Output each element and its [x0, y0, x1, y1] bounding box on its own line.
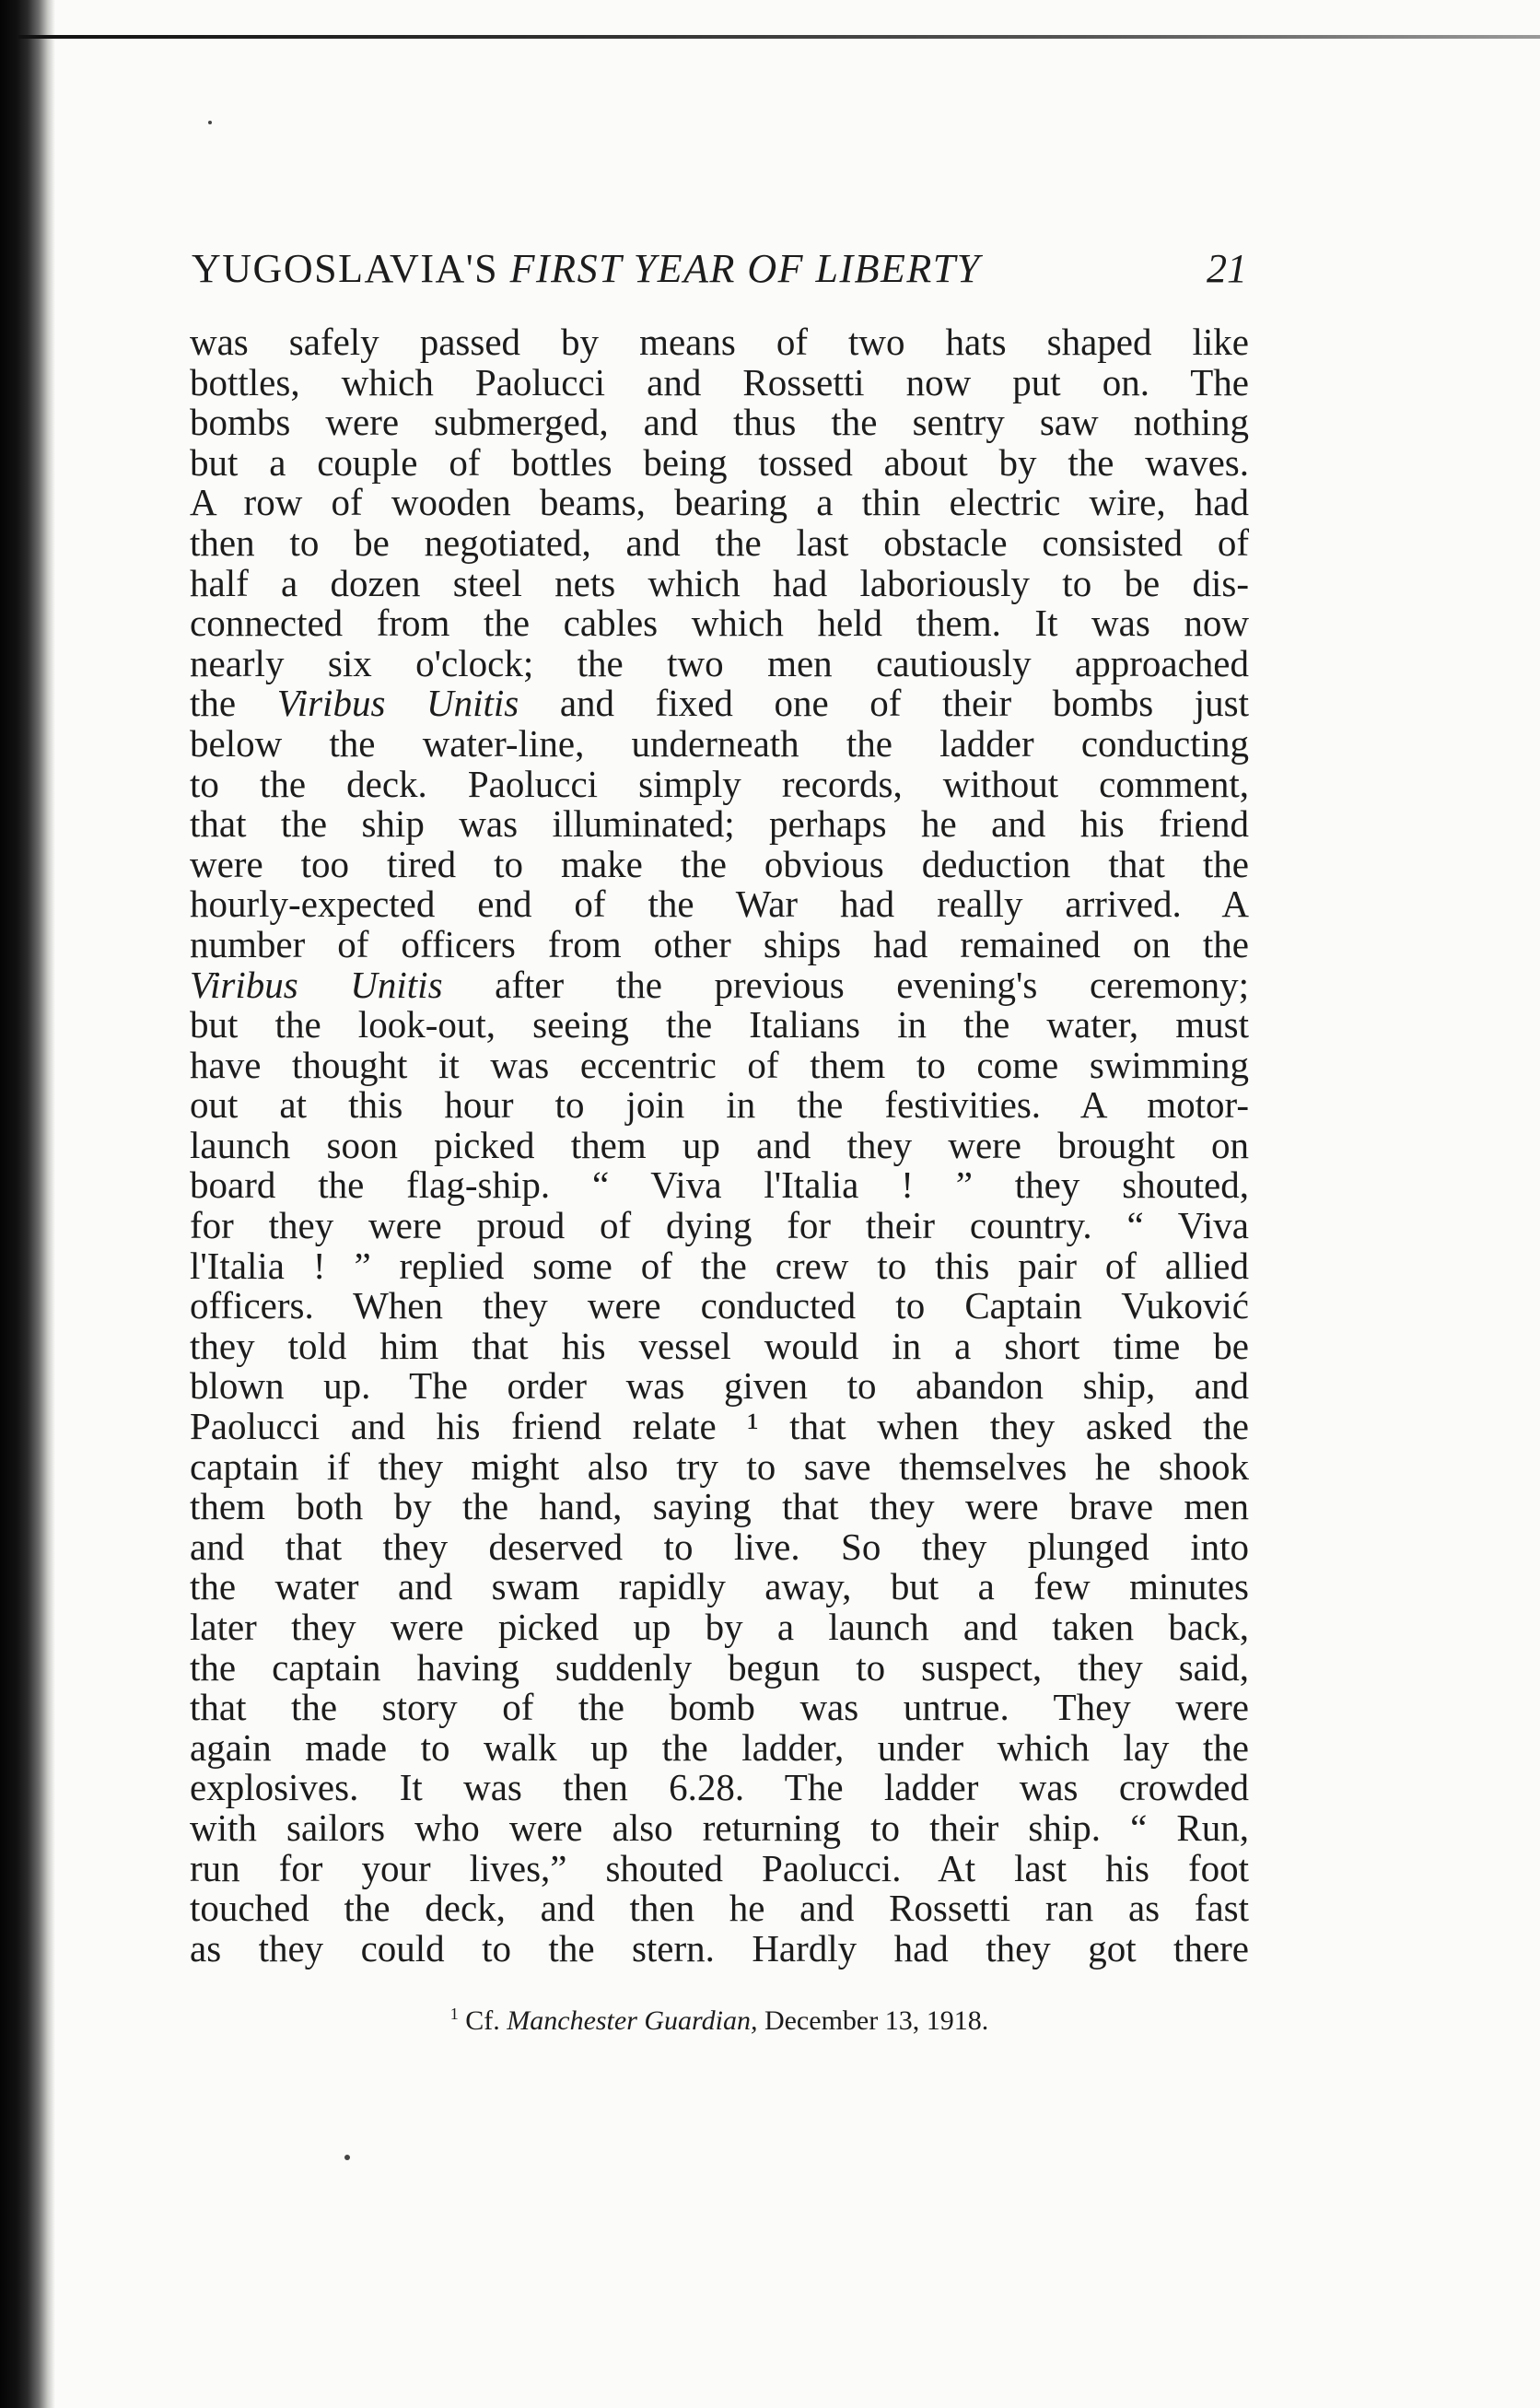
- text-line: was safely passed by means of two hats shaped like: [190, 321, 1249, 363]
- text-line: explosives. It was then 6.28. The ladder was crowded: [190, 1766, 1249, 1809]
- text-line: hourly-expected end of the War had really arrived. A: [190, 883, 1249, 926]
- text-line: to the deck. Paolucci simply records, without comment,: [190, 762, 1249, 805]
- running-title: [192, 241, 981, 297]
- running-title-italic: FIRST YEAR OF LIBERTY: [509, 246, 981, 291]
- text-line: blown up. The order was given to abandon ship, and: [190, 1364, 1249, 1408]
- text-line: bombs were submerged, and thus the sentry saw nothing: [190, 401, 1249, 444]
- text-line: board the flag-ship. “ Viva l'Italia ! ” they shouted,: [190, 1163, 1249, 1207]
- text-line: were too tired to make the obvious deduction that the: [190, 842, 1249, 885]
- text-line: the water and swam rapidly away, but a few minutes: [190, 1565, 1249, 1608]
- text-line: have thought it was eccentric of them to come swimming: [190, 1043, 1249, 1086]
- text-line: connected from the cables which held them. It was now: [190, 602, 1249, 645]
- text-line: the captain having suddenly begun to suspect, they said,: [190, 1645, 1249, 1689]
- ship-name: Viribus Unitis: [276, 682, 519, 725]
- footnote-source: Manchester Guardian,: [507, 2005, 758, 2036]
- text-line: but the look-out, seeing the Italians in the water, must: [190, 1003, 1249, 1046]
- text-line: again made to walk up the ladder, under which lay the: [190, 1725, 1249, 1769]
- running-title-text: YUGOSLAVIA'S: [192, 246, 499, 291]
- text-line: them both by the hand, saying that they were brave men: [190, 1485, 1249, 1528]
- page-number: 21: [1207, 246, 1247, 291]
- text-line: nearly six o'clock; the two men cautiously approached: [190, 641, 1249, 684]
- text-line: number of officers from other ships had remained on the: [190, 922, 1249, 965]
- footnote: [190, 1995, 1249, 2040]
- text-line: captain if they might also try to save themselves he shook: [190, 1444, 1249, 1488]
- text-line: run for your lives,” shouted Paolucci. At last his foot: [190, 1846, 1249, 1889]
- text-line: bottles, which Paolucci and Rossetti now put on. The: [190, 360, 1249, 403]
- text-line: as they could to the stern. Hardly had they got there: [190, 1926, 1249, 1970]
- text-line: they told him that his vessel would in a short time be: [190, 1324, 1249, 1367]
- text-line: l'Italia ! ” replied some of the crew to this pair of allied: [190, 1244, 1249, 1287]
- text-line: A row of wooden beams, bearing a thin electric wire, had: [190, 481, 1249, 524]
- text-line: the Viribus Unitis and fixed one of their bombs just: [190, 682, 1250, 725]
- text-line: officers. When they were conducted to Captain Vuković: [190, 1284, 1249, 1327]
- text-line: below the water-line, underneath the ladder conducting: [190, 721, 1249, 765]
- text-line: half a dozen steel nets which had laboriously to be dis-: [190, 561, 1249, 604]
- text-line: Paolucci and his friend relate ¹ that when they asked the: [190, 1405, 1249, 1448]
- text-line: that the ship was illuminated; perhaps he and his friend: [190, 802, 1249, 846]
- scan-speck: [208, 121, 212, 124]
- text-line: for they were proud of dying for their country. “ Viva: [190, 1204, 1249, 1247]
- body-text: [190, 322, 1249, 1969]
- top-rule: [18, 35, 1540, 39]
- footnote-marker: 1: [449, 2005, 459, 2023]
- text-line: Viribus Unitis after the previous evening's ceremony;: [190, 963, 1249, 1006]
- scan-speck: [344, 2155, 350, 2160]
- text-line: and that they deserved to live. So they plunged into: [190, 1525, 1249, 1568]
- text-line: with sailors who were also returning to their ship. “ Run,: [190, 1806, 1249, 1849]
- text-line: later they were picked up by a launch and taken back,: [190, 1606, 1249, 1648]
- book-binding-edge: [0, 0, 55, 2408]
- footnote-date: December 13, 1918.: [764, 2005, 989, 2036]
- text-line: that the story of the bomb was untrue. They were: [190, 1686, 1249, 1729]
- text-line: then to be negotiated, and the last obstacle consisted of: [190, 520, 1249, 564]
- running-header: [192, 241, 1247, 297]
- text-line: out at this hour to join in the festivities. A motor-: [190, 1083, 1249, 1127]
- footnote-prefix: Cf.: [465, 2005, 500, 2036]
- text-line: but a couple of bottles being tossed about by the waves.: [190, 440, 1249, 484]
- text-line: launch soon picked them up and they were brought on: [190, 1123, 1249, 1166]
- ship-name: Viribus Unitis: [190, 963, 443, 1006]
- text-line: touched the deck, and then he and Rossetti ran as fast: [190, 1887, 1249, 1930]
